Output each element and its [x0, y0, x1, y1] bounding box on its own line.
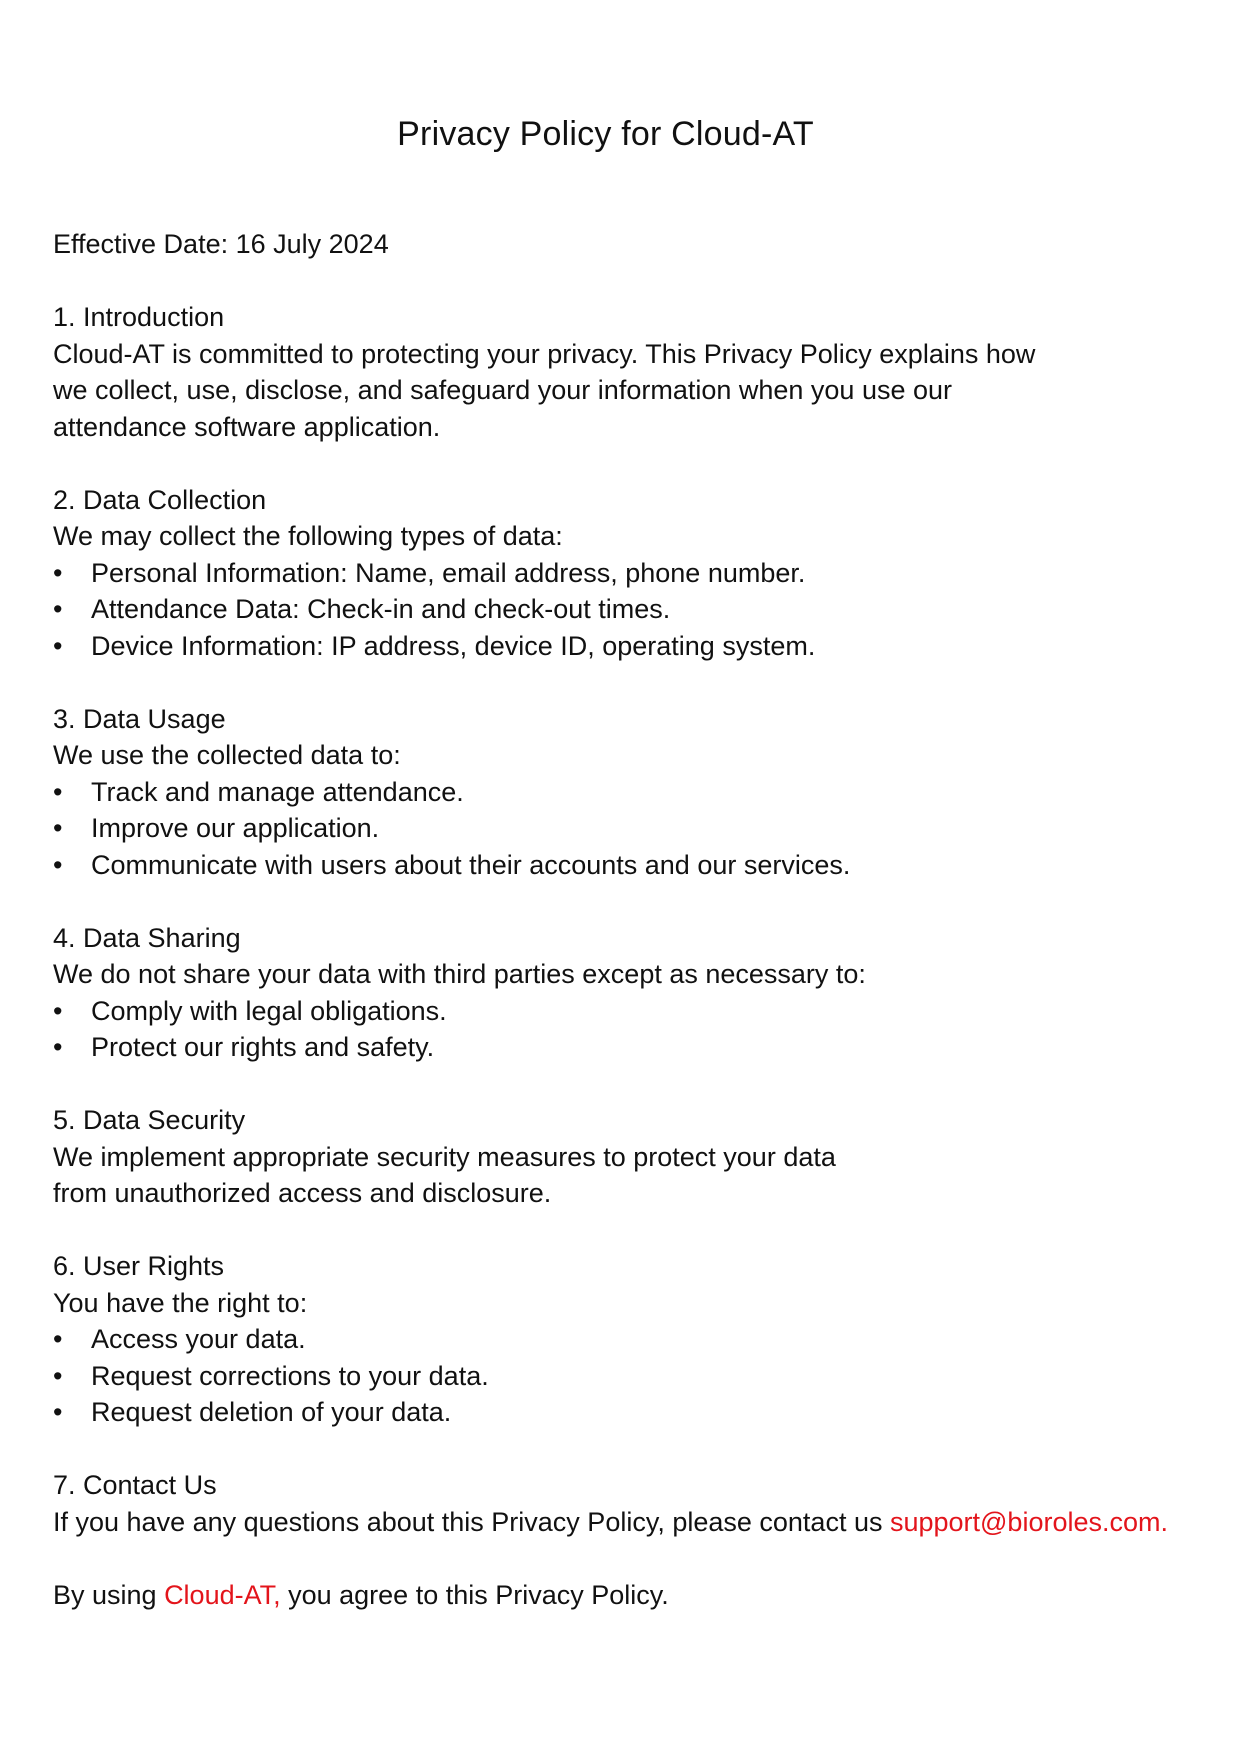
bullet-icon: •: [53, 813, 63, 843]
introduction-text-line: Cloud-AT is committed to protecting your privacy. This Privacy Policy explains how: [53, 338, 1036, 369]
list-item: [53, 993, 1223, 1030]
introduction-text-line: we collect, use, disclose, and safeguard your information when you use our: [53, 375, 953, 405]
list-item: [53, 628, 1223, 665]
section-heading-introduction: 1. Introduction: [53, 302, 225, 332]
list-item: [53, 1358, 1223, 1395]
bullet-icon: •: [53, 1360, 63, 1391]
list-item-text: Improve our application.: [91, 813, 380, 843]
data-collection-lead: We may collect the following types of data:: [53, 521, 563, 551]
data-usage-lead: We use the collected data to:: [53, 740, 401, 770]
user-rights-lead: You have the right to:: [53, 1287, 308, 1318]
page-title: Privacy Policy for Cloud-AT: [397, 115, 814, 153]
spacer: [53, 883, 1223, 920]
list-item-text: Access your data.: [91, 1324, 306, 1354]
list-item-text: Personal Information: Name, email address, phone number.: [91, 557, 806, 588]
spacer: [53, 263, 1223, 300]
list-item: [53, 1321, 1223, 1358]
contact-text: [53, 1504, 1223, 1541]
list-item-text: Communicate with users about their accounts and our services.: [91, 849, 851, 880]
bullet-icon: •: [53, 630, 63, 661]
bullet-icon: •: [53, 557, 63, 588]
list-item: [53, 1029, 1223, 1066]
list-item: [53, 555, 1223, 592]
list-item-text: Attendance Data: Check-in and check-out times.: [91, 594, 671, 624]
section-heading-contact-us: 7. Contact Us: [53, 1470, 217, 1500]
list-item: [53, 847, 1223, 884]
list-item-text: Comply with legal obligations.: [91, 995, 447, 1026]
bullet-icon: •: [53, 1397, 63, 1427]
support-email-link[interactable]: support@bioroles.com.: [889, 1506, 1168, 1537]
list-item-text: Request deletion of your data.: [91, 1397, 452, 1427]
list-item-text: Protect our rights and safety.: [91, 1032, 435, 1062]
bullet-icon: •: [53, 849, 63, 880]
bullet-icon: •: [53, 1324, 63, 1354]
section-heading-data-usage: 3. Data Usage: [53, 703, 226, 734]
contact-text-prefix: If you have any questions about this Privacy Policy, please contact us: [53, 1506, 890, 1537]
section-heading-data-security: 5. Data Security: [53, 1105, 246, 1135]
bullet-icon: •: [53, 594, 63, 624]
list-item: [53, 774, 1223, 811]
section-heading-data-collection: 2. Data Collection: [53, 484, 267, 515]
spacer: [53, 664, 1223, 701]
spacer: [53, 445, 1223, 482]
data-security-text-line: from unauthorized access and disclosure.: [53, 1178, 552, 1208]
bullet-icon: •: [53, 1032, 63, 1062]
spacer: [53, 1212, 1223, 1249]
list-item: [53, 591, 1223, 628]
bullet-icon: •: [53, 995, 63, 1026]
closing-prefix: By using: [53, 1579, 165, 1610]
spacer: [53, 1540, 1223, 1577]
section-heading-user-rights: 6. User Rights: [53, 1251, 225, 1281]
introduction-text-line: attendance software application.: [53, 411, 441, 442]
effective-date: Effective Date: 16 July 2024: [53, 229, 389, 259]
data-sharing-lead: We do not share your data with third parties except as necessary to:: [53, 959, 866, 989]
closing-statement: [53, 1577, 1223, 1614]
app-name-highlight: Cloud-AT,: [164, 1579, 281, 1610]
spacer: [53, 1066, 1223, 1103]
bullet-icon: •: [53, 776, 63, 807]
list-item-text: Request corrections to your data.: [91, 1360, 489, 1391]
closing-suffix: you agree to this Privacy Policy.: [280, 1579, 669, 1610]
section-heading-data-sharing: 4. Data Sharing: [53, 922, 241, 953]
policy-body: [53, 226, 1223, 1613]
list-item-text: Device Information: IP address, device ID, operating system.: [91, 630, 816, 661]
list-item-text: Track and manage attendance.: [91, 776, 464, 807]
list-item: [53, 810, 1223, 847]
data-security-text-line: We implement appropriate security measures to protect your data: [53, 1141, 836, 1172]
list-item: [53, 1394, 1223, 1431]
spacer: [53, 1431, 1223, 1468]
